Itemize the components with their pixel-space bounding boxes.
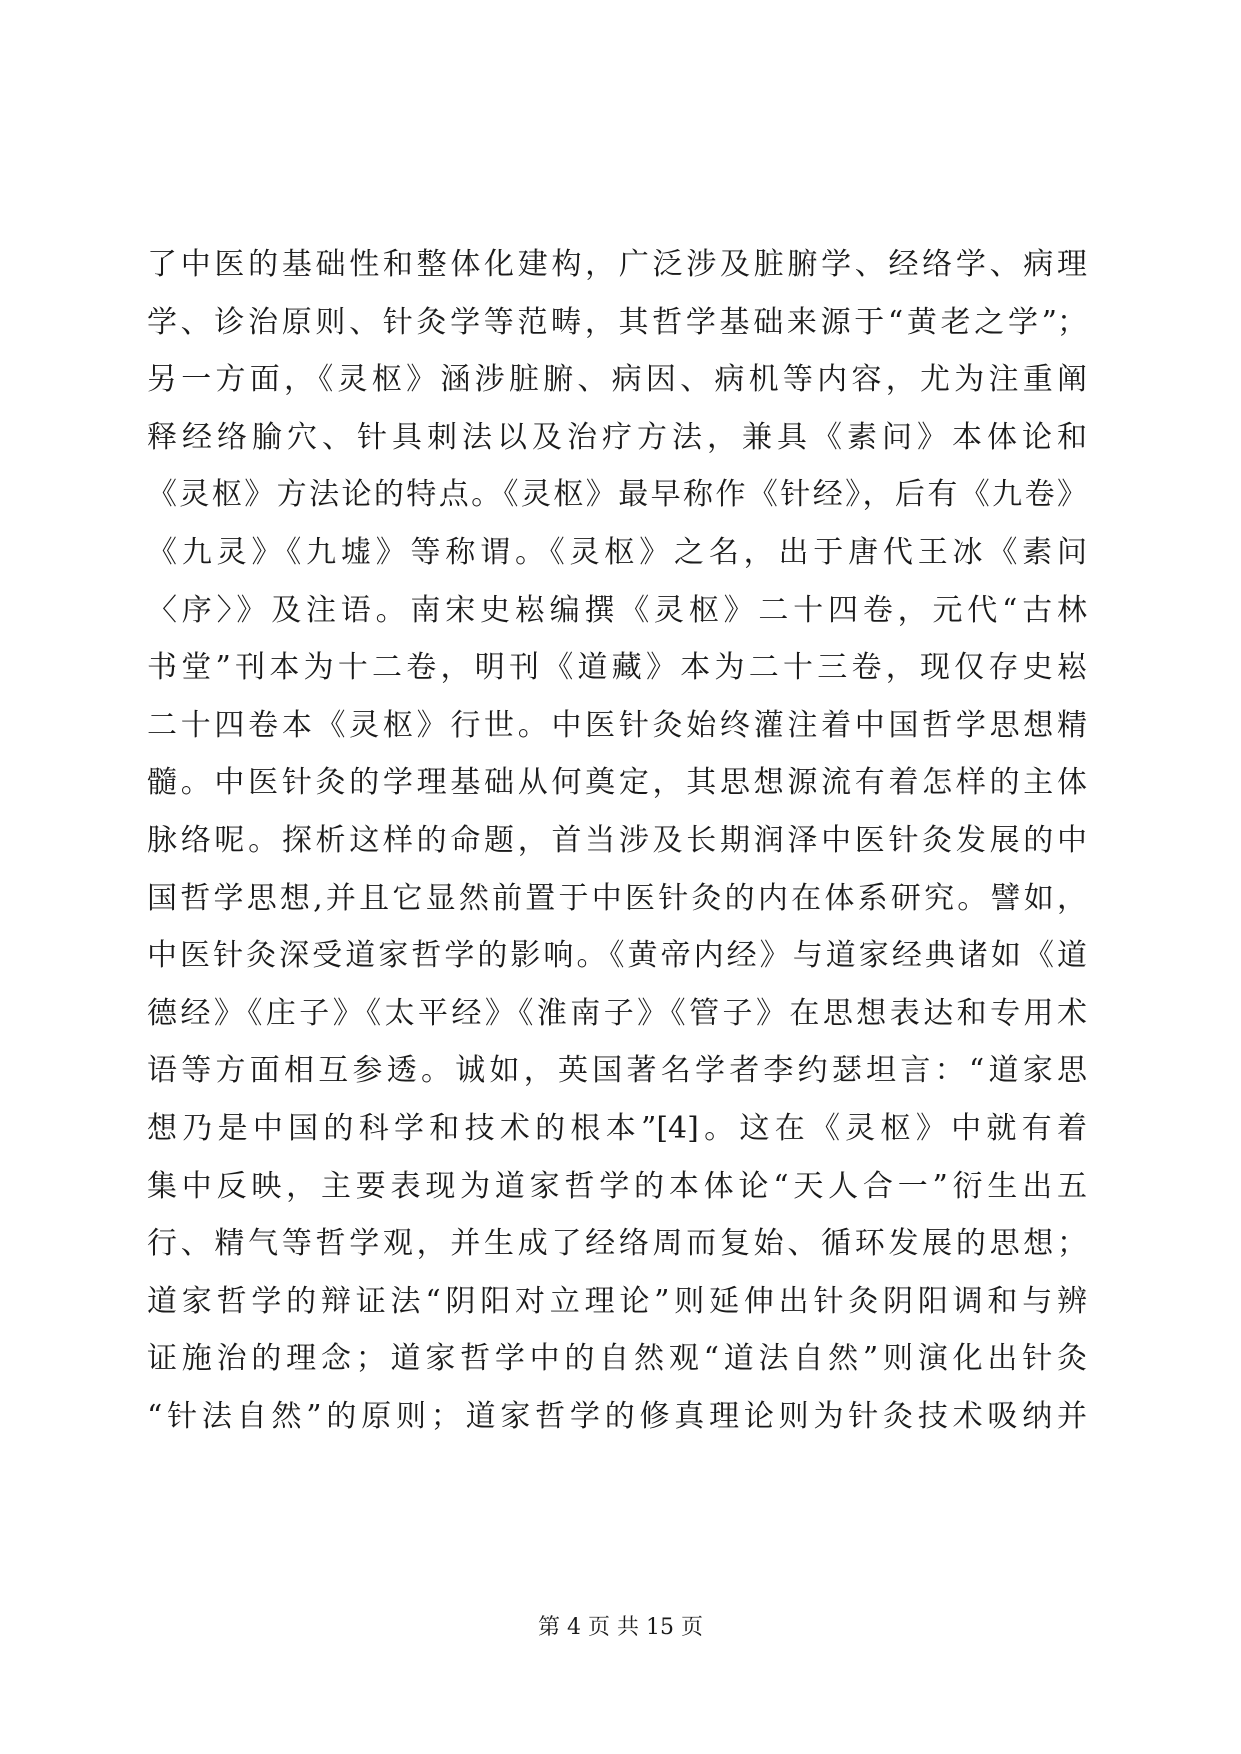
- text-line: 中医针灸深受道家哲学的影响。《黄帝内经》与道家经典诸如《道: [147, 938, 1087, 974]
- text-line: 集中反映，主要表现为道家哲学的本体论“天人合一”衍生出五: [147, 1168, 1087, 1204]
- text-line: 释经络腧穴、针具刺法以及治疗方法，兼具《素问》本体论和: [147, 419, 1087, 455]
- text-line: 国哲学思想,并且它显然前置于中医针灸的内在体系研究。譬如，: [147, 880, 1087, 916]
- text-line: 了中医的基础性和整体化建构，广泛涉及脏腑学、经络学、病理: [147, 247, 1087, 282]
- text-line: 脉络呢。探析这样的命题，首当涉及长期润泽中医针灸发展的中: [147, 822, 1087, 858]
- text-line: 书堂”刊本为十二卷，明刊《道藏》本为二十三卷，现仅存史崧: [147, 650, 1087, 686]
- text-line: 行、精气等哲学观，并生成了经络周而复始、循环发展的思想；: [147, 1226, 1087, 1262]
- text-line: 二十四卷本《灵枢》行世。中医针灸始终灌注着中国哲学思想精: [147, 707, 1087, 743]
- text-line: 证施治的理念；道家哲学中的自然观“道法自然”则演化出针灸: [147, 1341, 1087, 1377]
- text-line: 学、诊治原则、针灸学等范畴，其哲学基础来源于“黄老之学”；: [147, 304, 1087, 340]
- body-text: [147, 236, 1087, 1445]
- text-line: 另一方面，《灵枢》涵涉脏腑、病因、病机等内容，尤为注重阐: [147, 362, 1087, 398]
- text-line: 《九灵》《九墟》等称谓。《灵枢》之名，出于唐代王冰《素问: [147, 534, 1087, 570]
- text-line: 髓。中医针灸的学理基础从何奠定，其思想源流有着怎样的主体: [147, 765, 1087, 801]
- page-number-footer: 第 4 页 共 15 页: [538, 1615, 703, 1640]
- text-line: 语等方面相互参透。诚如，英国著名学者李约瑟坦言：“道家思: [147, 1053, 1087, 1089]
- text-line: 《灵枢》方法论的特点。《灵枢》最早称作《针经》，后有《九卷》: [147, 477, 1087, 513]
- text-line: 想乃是中国的科学和技术的根本”[4]。这在《灵枢》中就有着: [147, 1110, 1087, 1146]
- text-line: 德经》《庄子》《太平经》《淮南子》《管子》在思想表达和专用术: [147, 995, 1087, 1031]
- text-line: 道家哲学的辩证法“阴阳对立理论”则延伸出针灸阴阳调和与辨: [147, 1283, 1087, 1319]
- text-line: 〈序〉》及注语。南宋史崧编撰《灵枢》二十四卷，元代“古林: [147, 592, 1087, 628]
- text-line: “针法自然”的原则；道家哲学的修真理论则为针灸技术吸纳并: [147, 1398, 1087, 1434]
